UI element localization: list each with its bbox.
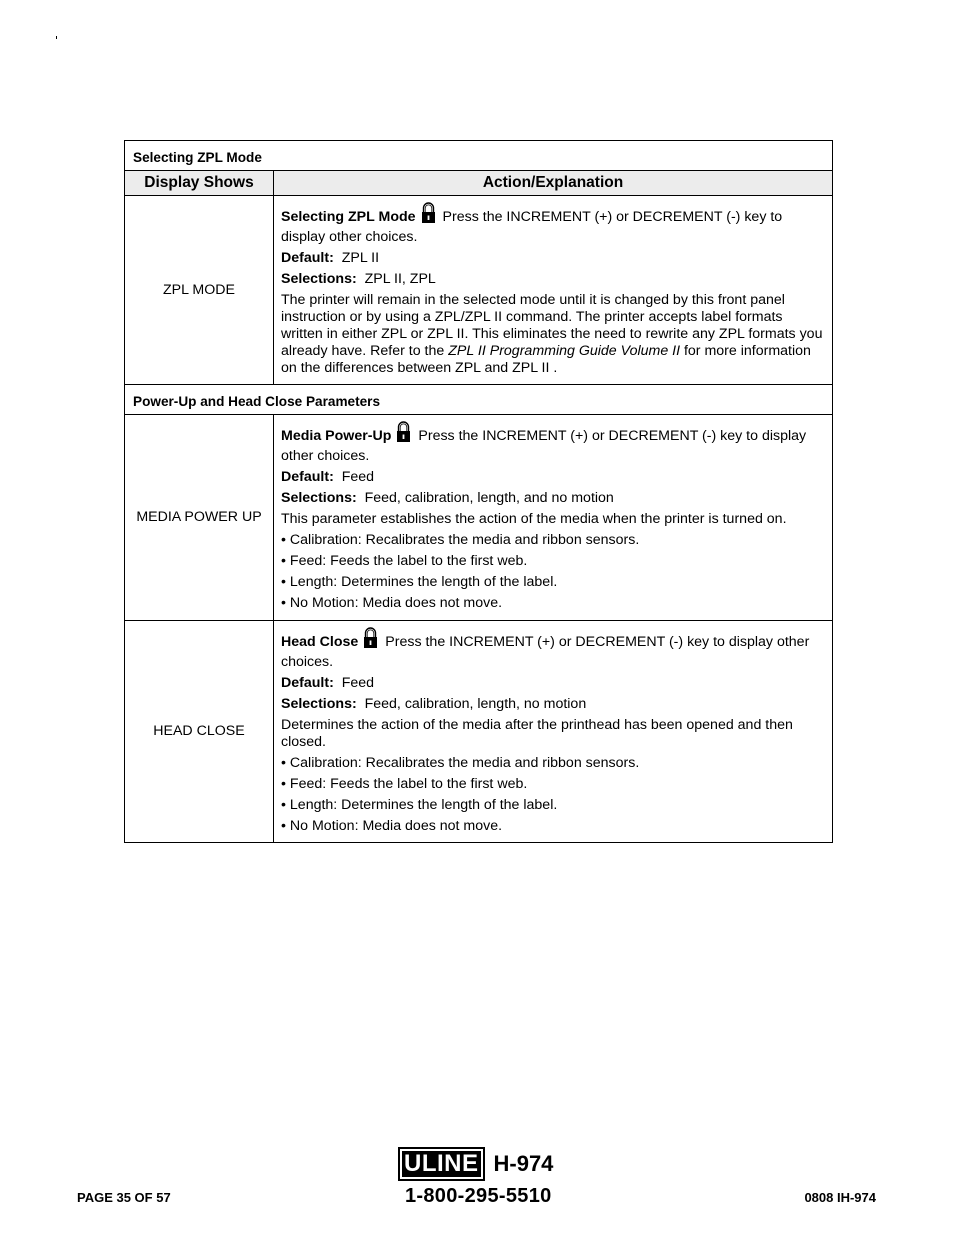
bullet-item: • Calibration: Recalibrates the media and ribbon sensors.: [281, 532, 640, 548]
parameters-table: [124, 140, 833, 843]
corner-mark: [56, 36, 57, 39]
bullet-item: • Length: Determines the length of the label.: [281, 797, 558, 813]
column-header-display: Display Shows: [125, 171, 274, 196]
default-label: Default:: [281, 469, 334, 485]
default-label: Default:: [281, 250, 334, 266]
row-heading-rest: Press the INCREMENT (+) or DECREMENT (-) key to display other choices.: [281, 428, 807, 464]
phone-number: 1-800-295-5510: [405, 1185, 552, 1207]
selections-label: Selections:: [281, 696, 357, 712]
table-row-head-close: [125, 621, 833, 843]
table-row-zpl-mode: [125, 196, 833, 385]
table-header-row: [125, 171, 833, 196]
default-line: [281, 469, 826, 486]
document-code: 0808 IH-974: [804, 1190, 876, 1205]
section-title-power-up: Power-Up and Head Close Parameters: [125, 385, 833, 415]
display-head-close: HEAD CLOSE: [125, 621, 274, 843]
description-paragraph: This parameter establishes the action of the media when the printer is turned on.: [281, 511, 787, 527]
bullet-item: • Feed: Feeds the label to the first web.: [281, 776, 528, 792]
action-head-close: [274, 621, 833, 843]
padlock-icon: [395, 421, 412, 448]
bullet-item: • Feed: Feeds the label to the first web.: [281, 553, 528, 569]
padlock-icon: [362, 627, 379, 654]
bullet-item: • No Motion: Media does not move.: [281, 818, 503, 834]
column-header-action: Action/Explanation: [274, 171, 833, 196]
page-number: PAGE 35 OF 57: [77, 1190, 171, 1205]
selections-line: [281, 696, 826, 713]
uline-logo: ULINE: [398, 1147, 485, 1181]
selections-label: Selections:: [281, 490, 357, 506]
default-value: Feed: [341, 675, 375, 691]
row-heading-rest: Press the INCREMENT (+) or DECREMENT (-) key to display other choices.: [281, 209, 783, 245]
description-text-end: for more information on the differences between ZPL and ZPL II .: [281, 343, 811, 376]
default-line: [281, 250, 826, 267]
selections-line: [281, 490, 826, 507]
row-heading: Media Power-Up: [281, 428, 392, 444]
description-paragraph: [281, 292, 826, 377]
display-media-power-up: MEDIA POWER UP: [125, 415, 274, 621]
row-heading-paragraph: [281, 421, 826, 465]
default-label: Default:: [281, 675, 334, 691]
action-media-power-up: [274, 415, 833, 621]
row-heading: Head Close: [281, 634, 359, 650]
default-value: Feed: [341, 469, 375, 485]
selections-line: [281, 271, 826, 288]
bullet-item: • Length: Determines the length of the label.: [281, 574, 558, 590]
row-heading-paragraph: [281, 627, 826, 671]
default-line: [281, 675, 826, 692]
row-heading-paragraph: [281, 202, 826, 246]
section-title-zpl-mode: Selecting ZPL Mode: [125, 141, 833, 171]
display-zpl-mode: ZPL MODE: [125, 196, 274, 385]
selections-value: Feed, calibration, length, and no motion: [364, 490, 614, 506]
row-heading: Selecting ZPL Mode: [281, 209, 416, 225]
description-paragraph: Determines the action of the media after the printhead has been opened and then closed.: [281, 717, 793, 750]
selections-value: ZPL II, ZPL: [364, 271, 436, 287]
description-text: The printer will remain in the selected mode until it is changed by this front panel instruction or by using a ZPL/ZPL II command. The printer accepts label formats written in either ZPL or ZPL II. This eliminates the need to rewrite any ZPL formats you already have. Refer to the: [281, 292, 823, 359]
bullet-item: • Calibration: Recalibrates the media and ribbon sensors.: [281, 755, 640, 771]
selections-value: Feed, calibration, length, no motion: [364, 696, 587, 712]
row-heading-rest: Press the INCREMENT (+) or DECREMENT (-) key to display other choices.: [281, 634, 810, 670]
selections-label: Selections:: [281, 271, 357, 287]
padlock-icon: [420, 202, 437, 229]
action-zpl-mode: [274, 196, 833, 385]
guide-title: ZPL II Programming Guide Volume II: [448, 343, 681, 359]
table-row-media-power-up: [125, 415, 833, 621]
bullet-item: • No Motion: Media does not move.: [281, 595, 503, 611]
footer-brand: [398, 1147, 553, 1181]
default-value: ZPL II: [341, 250, 380, 266]
model-number: H-974: [493, 1151, 554, 1176]
